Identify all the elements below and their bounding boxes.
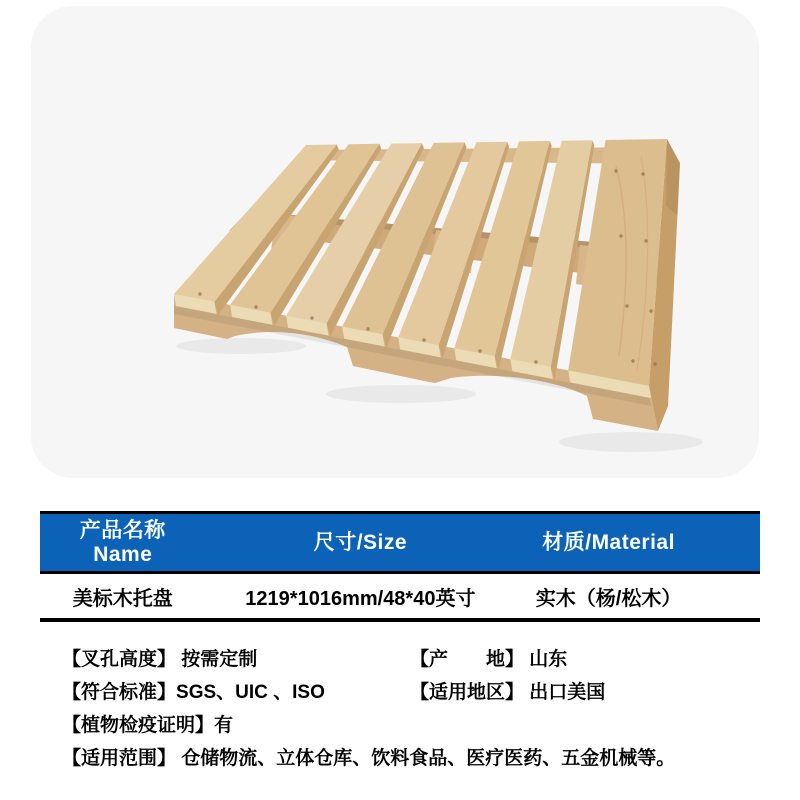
table-row: [40, 571, 760, 622]
pallet-photo: [31, 6, 759, 478]
spec-value: 按需定制: [176, 649, 258, 670]
spec-label: 【适用范围】: [62, 748, 177, 769]
spec-label: 【叉孔高度】: [62, 649, 177, 670]
product-material-cell: 实木（杨/松木）: [535, 587, 682, 610]
spec-list: [62, 641, 762, 773]
table-header-size: 尺寸/Size: [313, 530, 408, 554]
spec-label: 【适用地区】: [410, 682, 525, 703]
table-header: [40, 514, 760, 571]
spec-item-origin: [410, 644, 762, 671]
spec-value: 山东: [524, 649, 568, 670]
spec-label: 【植物检疫证明】: [62, 715, 215, 736]
spec-label: 【符合标准】: [62, 682, 177, 703]
spec-label: 【产 地】: [410, 649, 525, 670]
spec-value: 出口美国: [524, 682, 606, 703]
spec-item-region: [410, 677, 762, 704]
product-size-cell: 1219*1016mm/48*40英寸: [245, 587, 476, 610]
product-table: [40, 511, 760, 622]
spec-item-scope: [62, 743, 762, 770]
product-photo-card: [31, 6, 759, 478]
spec-item-standards: [62, 677, 410, 704]
spec-value: 仓储物流、立体仓库、饮料食品、医疗医药、五金机械等。: [176, 748, 676, 769]
table-header-material: 材质/Material: [542, 530, 675, 554]
table-header-name: [40, 514, 206, 571]
spec-item-fork-height: [62, 644, 410, 671]
table-header-name-en: Name: [93, 542, 153, 566]
spec-item-quarantine: [62, 710, 762, 737]
spec-value: SGS、UIC 、ISO: [176, 682, 325, 703]
product-name-cell: 美标木托盘: [72, 587, 173, 610]
table-header-name-cn: 产品名称: [79, 518, 166, 542]
spec-value: 有: [214, 715, 234, 736]
